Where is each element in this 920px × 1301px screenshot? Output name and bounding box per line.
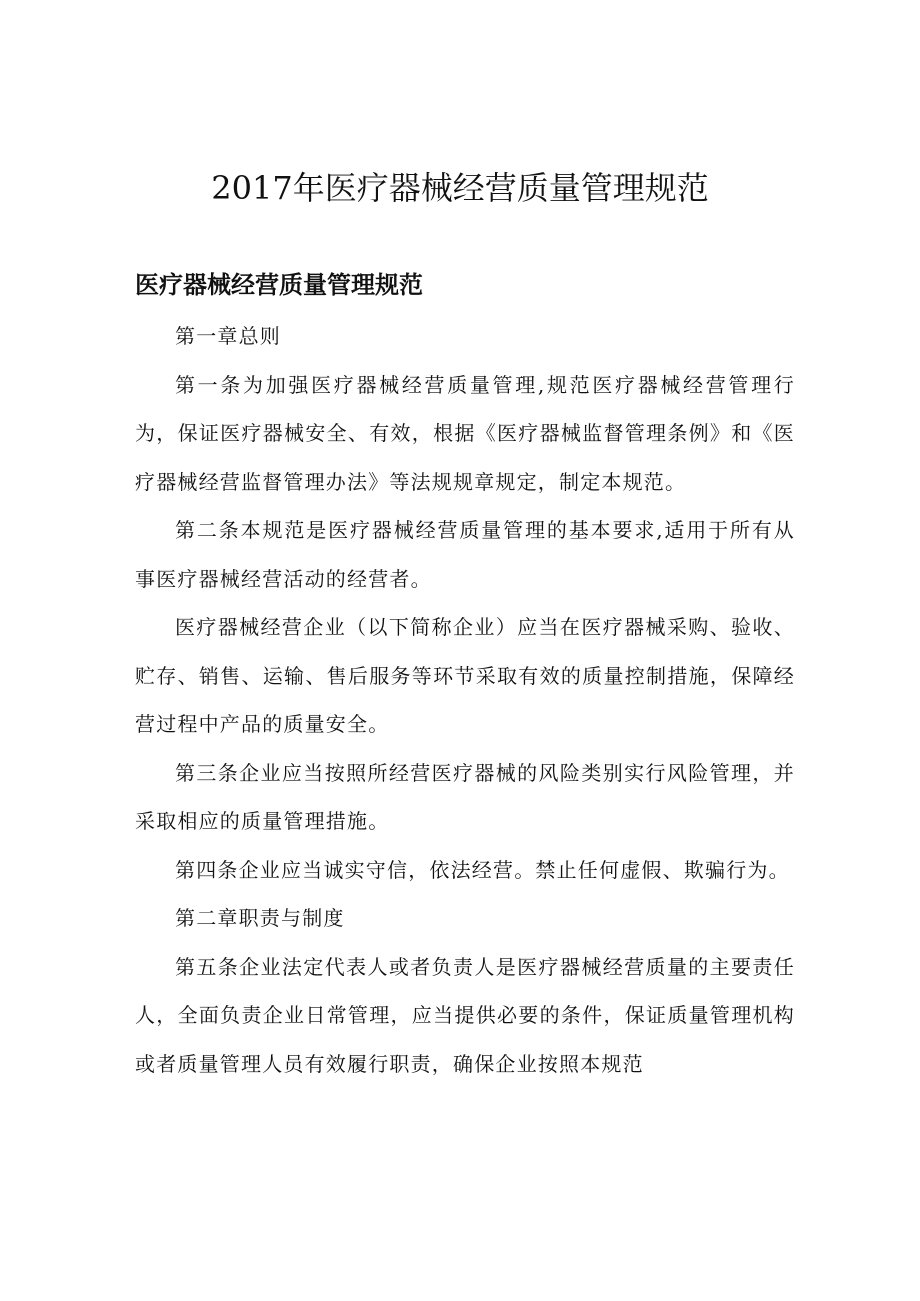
paragraph: 医疗器械经营企业（以下简称企业）应当在医疗器械采购、验收、贮存、销售、运输、售后服务等环节采取有效的质量控制措施，保障经营过程中产品的质量安全。 xyxy=(135,615,795,736)
document-body xyxy=(135,312,795,1088)
paragraph: 第四条企业应当诚实守信，依法经营。禁止任何虚假、欺骗行为。 xyxy=(175,857,790,882)
paragraph: 第一条为加强医疗器械经营质量管理,规范医疗器械经营管理行为，保证医疗器械安全、有效，根据《医疗器械监督管理条例》和《医疗器械经营监督管理办法》等法规规章规定，制定本规范。 xyxy=(135,372,795,494)
section-heading: 医疗器械经营质量管理规范 xyxy=(135,271,423,299)
chapter-heading: 第一章总则 xyxy=(175,324,281,348)
paragraph: 第三条企业应当按照所经营医疗器械的风险类别实行风险管理，并采取相应的质量管理措施。 xyxy=(135,760,795,833)
paragraph: 第二条本规范是医疗器械经营质量管理的基本要求,适用于所有从事医疗器械经营活动的经营者。 xyxy=(135,518,795,591)
paragraph: 第五条企业法定代表人或者负责人是医疗器械经营质量的主要责任人，全面负责企业日常管理，应当提供必要的条件，保证质量管理机构或者质量管理人员有效履行职责，确保企业按照本规范 xyxy=(135,954,795,1076)
chapter-heading: 第二章职责与制度 xyxy=(175,906,345,930)
document-title: 2017年医疗器械经营质量管理规范 xyxy=(211,169,709,207)
